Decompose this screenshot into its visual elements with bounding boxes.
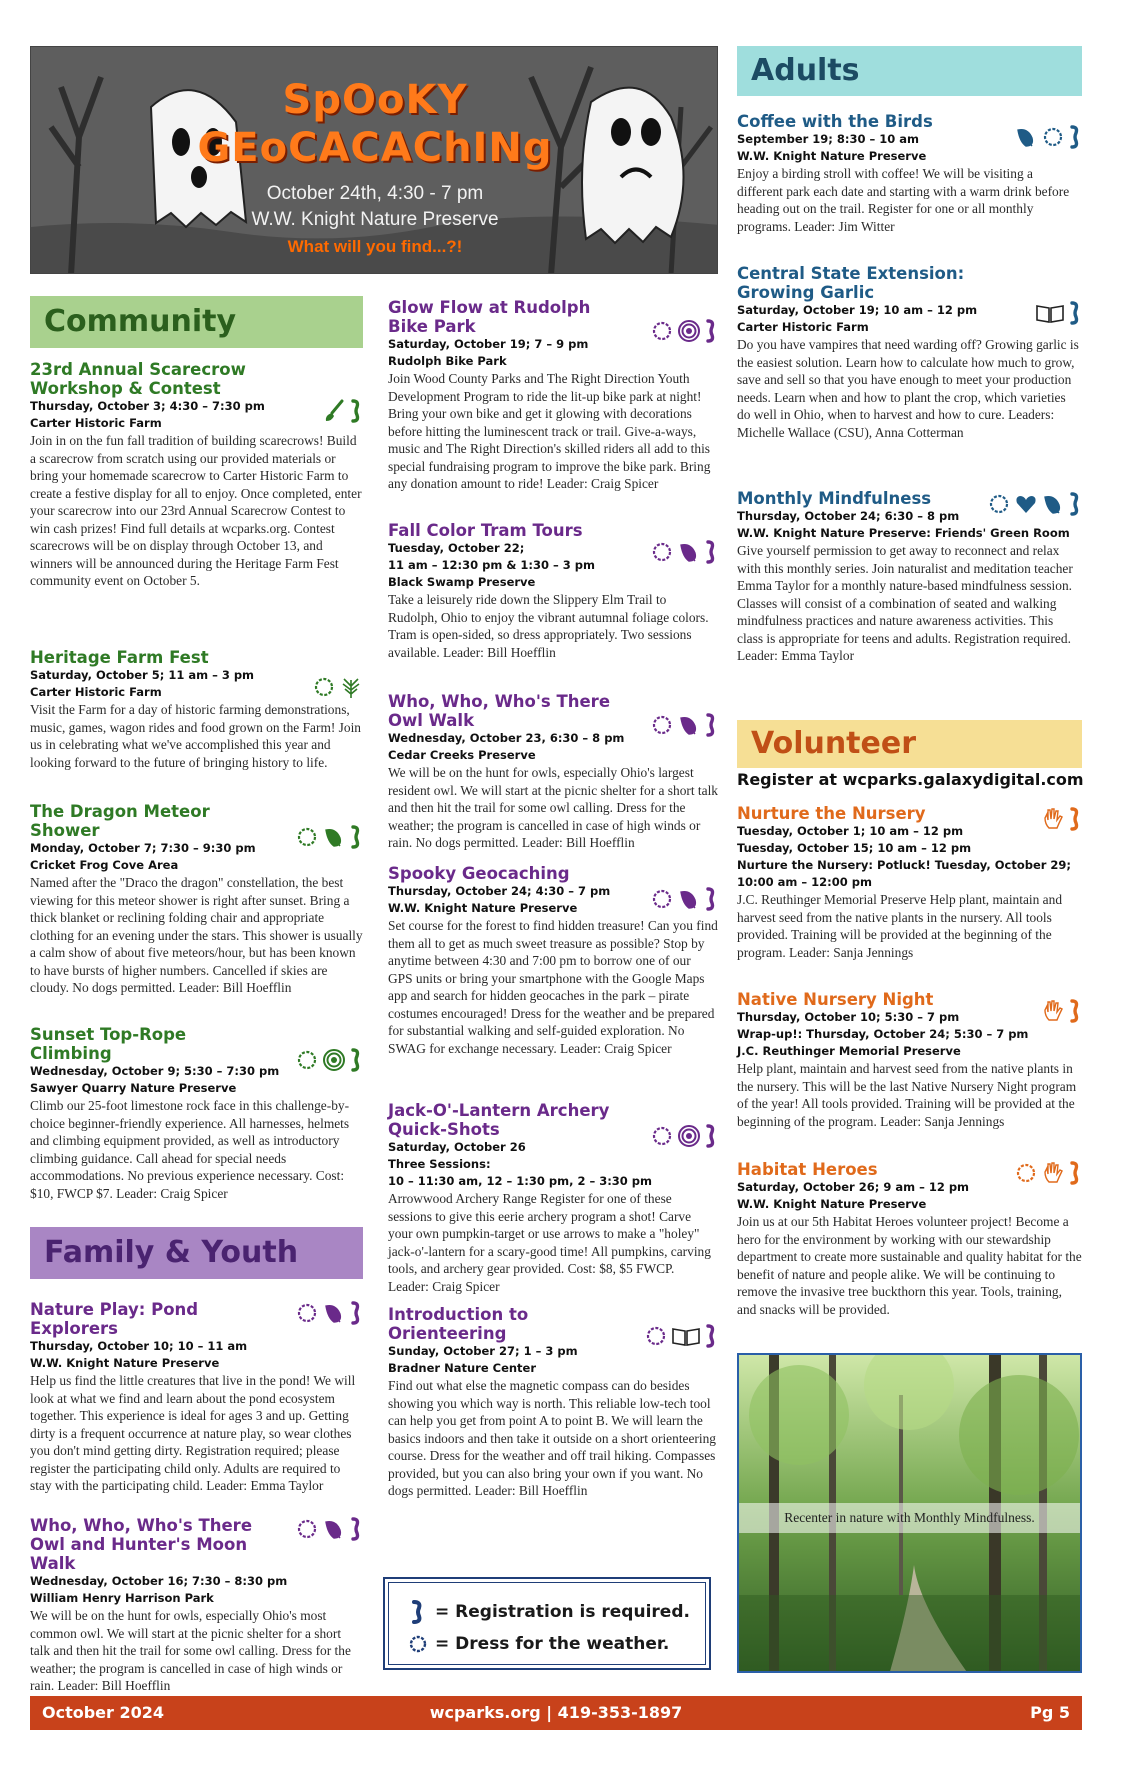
event-meta-line: W.W. Knight Nature Preserve	[30, 1356, 220, 1370]
event-card	[30, 1300, 363, 1495]
registration-icon	[409, 1599, 427, 1625]
footer-contact[interactable]: wcparks.org | 419-353-1897	[429, 1703, 683, 1722]
event-icons	[295, 1047, 363, 1073]
event-title[interactable]: 23rd Annual Scarecrow Workshop & Contest	[30, 360, 246, 398]
event-icons	[295, 1516, 363, 1542]
event-card	[737, 489, 1082, 665]
event-description: Do you have vampires that need warding off? Growing garlic is the easiest solution. Learn how to calculate how much to grow, save and sell so that you have enough to meet your production needs. Learn when and how to plant the crop, which varieties do well in Ohio, when to harvest and how to cure. Leaders: Michelle Wallace (CSU), Anna Cotterman	[737, 337, 1079, 440]
event-title[interactable]: Who, Who, Who's There Owl and Hunter's Moon Walk	[30, 1516, 253, 1573]
registration-icon	[704, 712, 718, 738]
event-meta-line: Carter Historic Farm	[30, 416, 162, 430]
event-icons	[644, 1323, 718, 1349]
event-meta-line: Three Sessions:	[388, 1157, 491, 1171]
hand-icon	[1041, 806, 1065, 832]
weather-icon	[650, 1123, 674, 1149]
registration-icon	[1068, 491, 1082, 517]
event-meta-line: William Henry Harrison Park	[30, 1591, 214, 1605]
event-meta-line: Cedar Creeks Preserve	[388, 748, 536, 762]
event-meta-line: Thursday, October 10; 5:30 – 7 pm	[737, 1010, 960, 1024]
event-meta-line: Thursday, October 10; 10 – 11 am	[30, 1339, 248, 1353]
registration-icon	[349, 824, 363, 850]
section-header-family-youth: Family & Youth	[30, 1227, 363, 1279]
event-title[interactable]: Introduction to Orienteering	[388, 1305, 529, 1343]
event-meta-line: W.W. Knight Nature Preserve	[737, 149, 927, 163]
event-title[interactable]: Jack-O'-Lantern Archery Quick-Shots	[388, 1101, 610, 1139]
event-title[interactable]: Heritage Farm Fest	[30, 648, 209, 667]
banner-date-time: October 24th, 4:30 - 7 pm	[266, 183, 484, 204]
event-title[interactable]: The Dragon Meteor Shower	[30, 802, 210, 840]
registration-icon	[349, 398, 363, 424]
event-description: Arrowwood Archery Range Register for one of these sessions to give this eerie archery program a shot! Carve your own pumpkin-target or use arrows to make a "holey" jack-o'-lantern for a scary-good time! All pumpkins, carving tools, and archery gear provided. Cost: $8, $5 FWCP. Leader: Craig Spicer	[388, 1191, 711, 1294]
event-meta-line: Thursday, October 24; 6:30 – 8 pm	[737, 509, 960, 523]
leaf-icon	[677, 712, 701, 738]
event-description: Set course for the forest to find hidden treasure! Can you find them all to get as much sweet treasure as possible? Stop by anytime between 4:30 and 7:00 pm to borrow one of our GPS units or bring your smartphone with the Google Maps app and search for hidden geocaches in the park – pirate costumes encouraged! Dress for the weather and be prepared for substantial walking and self-guided exploration. No SWAG for exchange necessary. Leader: Craig Spicer	[388, 918, 718, 1056]
registration-icon	[1068, 1160, 1082, 1186]
weather-icon	[295, 1047, 319, 1073]
event-meta-line: Wednesday, October 9; 5:30 – 7:30 pm	[30, 1064, 280, 1078]
event-icons	[1041, 998, 1082, 1024]
registration-icon	[1068, 124, 1082, 150]
section-header-community: Community	[30, 296, 363, 348]
event-description: Climb our 25-foot limestone rock face in this challenge-by-choice beginner-friendly experience. All harnesses, helmets and climbing equipment provided, as well as introductory climbing guidance. Call ahead for special needs accommodations. No previous experience necessary. Cost: $10, FWCP $7. Leader: Craig Spicer	[30, 1098, 350, 1201]
event-title[interactable]: Nurture the Nursery	[737, 804, 926, 823]
event-icons	[322, 398, 363, 424]
leaf-icon	[322, 1516, 346, 1542]
event-icons	[1041, 806, 1082, 832]
event-meta-line: W.W. Knight Nature Preserve	[388, 901, 578, 915]
photo-caption: Recenter in nature with Monthly Mindfulness.	[739, 1503, 1080, 1533]
weather-icon	[644, 1323, 668, 1349]
event-icons	[650, 1123, 718, 1149]
section-header-adults: Adults	[737, 46, 1082, 96]
event-meta-line: Carter Historic Farm	[30, 685, 162, 699]
weather-icon	[409, 1633, 427, 1655]
event-icons	[312, 674, 363, 700]
event-meta-line: Tuesday, October 15; 10 am – 12 pm	[737, 841, 972, 855]
event-description: Give yourself permission to get away to reconnect and relax with this monthly series. Join naturalist and meditation teacher Emma Taylor for a monthly nature-based mindfulness session. Classes will consist of a combination of seated and walking mindfulness practices and nature awareness activities. This class is appropriate for teens and adults. Registration required. Leader: Emma Taylor	[737, 543, 1073, 663]
icon-legend	[383, 1577, 711, 1670]
event-card	[737, 112, 1082, 235]
event-card	[30, 648, 363, 771]
event-title[interactable]: Coffee with the Birds	[737, 112, 933, 131]
event-meta-line: Carter Historic Farm	[737, 320, 869, 334]
wheat-icon	[339, 674, 363, 700]
footer-page-number: Pg 5	[1030, 1703, 1070, 1722]
legend-weather-label: = Dress for the weather.	[435, 1634, 670, 1654]
weather-icon	[987, 491, 1011, 517]
banner-title-line2: GEoCACAChINg	[197, 125, 553, 171]
event-description: Find out what else the magnetic compass can do besides showing you which way is north. This reliable low-tech tool can help you get from point A to point B. We will learn the basics indoors and then take it outside on a short orienteering course. Dress for the weather and off trail hiking. Compasses provided, but you can also bring your own if you want. No dogs permitted. Leader: Bill Hoefflin	[388, 1378, 716, 1498]
leaf-icon	[1014, 124, 1038, 150]
event-meta-line: W.W. Knight Nature Preserve	[737, 1197, 927, 1211]
brush-icon	[322, 398, 346, 424]
event-meta-line: September 19; 8:30 – 10 am	[737, 132, 920, 146]
event-meta-line: Wednesday, October 23, 6:30 – 8 pm	[388, 731, 625, 745]
weather-icon	[1041, 124, 1065, 150]
event-icons	[650, 318, 718, 344]
event-title[interactable]: Fall Color Tram Tours	[388, 521, 583, 540]
spooky-geocaching-banner	[30, 46, 718, 274]
event-icons	[650, 539, 718, 565]
event-icons	[1014, 1160, 1082, 1186]
event-card	[388, 1305, 718, 1500]
target-icon	[677, 318, 701, 344]
event-card	[388, 864, 718, 1057]
event-meta-line: Saturday, October 26; 9 am – 12 pm	[737, 1180, 970, 1194]
weather-icon	[650, 712, 674, 738]
event-title[interactable]: Nature Play: Pond Explorers	[30, 1300, 199, 1338]
heart-icon	[1014, 491, 1038, 517]
leaf-icon	[322, 1300, 346, 1326]
event-meta-line: Saturday, October 5; 11 am – 3 pm	[30, 668, 255, 682]
hand-icon	[1041, 998, 1065, 1024]
event-card	[388, 521, 718, 661]
event-card	[30, 360, 363, 590]
book-icon	[1035, 300, 1065, 326]
legend-registration	[409, 1599, 690, 1625]
event-description: J.C. Reuthinger Memorial Preserve Help plant, maintain and harvest seed from the native plants in the nursery. All tools provided. Training will be provided at the beginning of the program. Leader: Sanja Jennings	[737, 892, 1063, 960]
footer-date: October 2024	[42, 1703, 165, 1722]
registration-icon	[704, 539, 718, 565]
registration-icon	[1068, 806, 1082, 832]
weather-icon	[1014, 1160, 1038, 1186]
banner-title-line1: SpOoKY	[282, 77, 468, 123]
legend-registration-label: = Registration is required.	[435, 1602, 690, 1622]
event-meta-line: Saturday, October 19; 10 am – 12 pm	[737, 303, 978, 317]
event-meta-line: Tuesday, October 22;	[388, 541, 525, 555]
event-card	[30, 1516, 363, 1695]
event-description: Take a leisurely ride down the Slippery Elm Trail to Rudolph, Ohio to enjoy the vibrant autumnal foliage colors. Tram is open-sided, so dress appropriately. Two sessions available. Leader: Bill Hoefflin	[388, 592, 709, 660]
weather-icon	[312, 674, 336, 700]
event-card	[30, 1025, 363, 1202]
event-title[interactable]: Monthly Mindfulness	[737, 489, 932, 508]
registration-icon	[704, 318, 718, 344]
event-card	[737, 804, 1082, 961]
event-icons	[295, 1300, 363, 1326]
page-footer	[30, 1696, 1082, 1730]
event-meta-line: 10:00 am – 12:00 pm	[737, 875, 872, 889]
event-card	[737, 990, 1082, 1130]
hand-icon	[1041, 1160, 1065, 1186]
leaf-icon	[322, 824, 346, 850]
event-icons	[650, 712, 718, 738]
registration-icon	[1068, 998, 1082, 1024]
event-card	[30, 802, 363, 997]
banner-tagline: What will you find...?!	[287, 237, 463, 256]
registration-icon	[349, 1047, 363, 1073]
event-title[interactable]: Who, Who, Who's There Owl Walk	[388, 692, 611, 730]
event-card	[388, 1101, 718, 1295]
event-title[interactable]: Central State Extension: Growing Garlic	[737, 264, 965, 302]
event-description: We will be on the hunt for owls, especially Ohio's most common owl. We will start at the picnic shelter for a short talk and then hit the trail for some owl calling. Dress for the weather; the program is cancelled in case of high winds or rain. Leader: Bill Hoefflin	[30, 1608, 351, 1693]
event-card	[388, 298, 718, 493]
registration-icon	[1068, 300, 1082, 326]
event-meta-line: Sunday, October 27; 1 – 3 pm	[388, 1344, 578, 1358]
event-description: Help plant, maintain and harvest seed from the native plants in the nursery. This will be the last Native Nursery Night program of the year! All tools provided. Training will be provided at the beginning of the program. Leader: Sanja Jennings	[737, 1061, 1077, 1129]
event-description: Join us at our 5th Habitat Heroes volunteer project! Become a hero for the environment by working with our stewardship department to create more sustainable and quality habitat for the benefit of nature and people alike. We will be continuing to remove the invasive tree buckthorn this year. Tools, training, and snacks will be provided.	[737, 1214, 1082, 1317]
event-meta-line: Cricket Frog Cove Area	[30, 858, 179, 872]
event-description: We will be on the hunt for owls, especially Ohio's largest resident owl. We will start at the picnic shelter for a short talk and then hit the trail for some owl calling. Dress for the weather; the program is cancelled in case of high winds or rain. No dogs permitted. Leader: Bill Hoefflin	[388, 765, 718, 850]
weather-icon	[295, 1300, 319, 1326]
event-meta-line: Black Swamp Preserve	[388, 575, 536, 589]
event-description: Enjoy a birding stroll with coffee! We will be visiting a different park each date and starting with a warm drink before heading out on the trail. Register for one or all monthly programs. Leader: Jim Witter	[737, 166, 1070, 234]
event-icons	[1014, 124, 1082, 150]
event-title[interactable]: Sunset Top-Rope Climbing	[30, 1025, 187, 1063]
event-icons	[650, 886, 718, 912]
leaf-icon	[1041, 491, 1065, 517]
event-meta-line: Saturday, October 19; 7 – 9 pm	[388, 337, 589, 351]
leaf-icon	[677, 539, 701, 565]
leaf-icon	[677, 886, 701, 912]
event-description: Visit the Farm for a day of historic farming demonstrations, music, games, wagon rides and food grown on the Farm! Join us in celebrating what we've accomplished this year and looking forward to the future of bringing history to life.	[30, 702, 361, 770]
event-meta-line: Tuesday, October 1; 10 am – 12 pm	[737, 824, 964, 838]
event-description: Join Wood County Parks and The Right Direction Youth Development Program to ride the lit-up bike park at night! Bring your own bike and get it glowing with decorations before hitting the luminescent track or trail. Give-a-ways, music and The Right Direction's skilled riders all add to this special fundraising program to improve the bike park. Bring any donation amount to ride! Leader: Craig Spicer	[388, 371, 711, 491]
event-meta-line: Rudolph Bike Park	[388, 354, 507, 368]
event-meta-line: Saturday, October 26	[388, 1140, 526, 1154]
event-meta-line: J.C. Reuthinger Memorial Preserve	[737, 1044, 961, 1058]
event-meta-line: 10 – 11:30 am, 12 – 1:30 pm, 2 – 3:30 pm	[388, 1174, 653, 1188]
event-meta-line: Wrap-up!: Thursday, October 24; 5:30 – 7 pm	[737, 1027, 1029, 1041]
event-title[interactable]: Spooky Geocaching	[388, 864, 570, 883]
event-card	[737, 264, 1082, 441]
event-meta-line: Thursday, October 24; 4:30 – 7 pm	[388, 884, 611, 898]
event-meta-line: Thursday, October 3; 4:30 – 7:30 pm	[30, 399, 265, 413]
event-meta-line: Monday, October 7; 7:30 – 9:30 pm	[30, 841, 256, 855]
registration-icon	[349, 1300, 363, 1326]
event-meta-line: W.W. Knight Nature Preserve: Friends' Green Room	[737, 526, 1070, 540]
event-meta-line: Sawyer Quarry Nature Preserve	[30, 1081, 237, 1095]
event-description: Join in on the fun fall tradition of building scarecrows! Build a scarecrow from scratch using our provided materials or bring your homemade scarecrow to Carter Historic Farm to create a festive display for all to enjoy. Once completed, enter your scarecrow into our 23rd Annual Scarecrow Contest to win cash prizes! Find full details at wcparks.org. Contest scarecrows will be on display through October 13, and winners will be announced during the Heritage Farm Fest community event on October 5.	[30, 433, 362, 588]
event-meta-line: Nurture the Nursery: Potluck! Tuesday, October 29;	[737, 858, 1072, 872]
event-card	[388, 692, 718, 852]
event-icons	[295, 824, 363, 850]
weather-icon	[650, 539, 674, 565]
event-title[interactable]: Glow Flow at Rudolph Bike Park	[388, 298, 591, 336]
section-header-volunteer: Volunteer	[737, 720, 1082, 768]
weather-icon	[650, 318, 674, 344]
registration-icon	[704, 1323, 718, 1349]
registration-icon	[704, 1123, 718, 1149]
forest-photo	[737, 1353, 1082, 1673]
event-icons	[987, 491, 1082, 517]
registration-icon	[349, 1516, 363, 1542]
event-title[interactable]: Habitat Heroes	[737, 1160, 878, 1179]
event-icons	[1035, 300, 1082, 326]
weather-icon	[295, 824, 319, 850]
book-icon	[671, 1323, 701, 1349]
target-icon	[677, 1123, 701, 1149]
event-description: Help us find the little creatures that live in the pond! We will look at what we find and learn about the pond ecosystem together. This experience is ideal for ages 3 and up. Getting dirty is a frequent occurrence at nature play, so wear clothes you don't mind getting dirty. Registration required; please register the participating child only. Adults are required to stay with the participating child. Leader: Emma Taylor	[30, 1373, 356, 1493]
event-meta-line: Bradner Nature Center	[388, 1361, 537, 1375]
volunteer-register-link[interactable]: Register at wcparks.galaxydigital.com	[737, 770, 1084, 789]
banner-location: W.W. Knight Nature Preserve	[251, 209, 499, 230]
weather-icon	[650, 886, 674, 912]
event-title[interactable]: Native Nursery Night	[737, 990, 934, 1009]
registration-icon	[704, 886, 718, 912]
event-meta-line: 11 am – 12:30 pm & 1:30 – 3 pm	[388, 558, 595, 572]
event-meta-line: Wednesday, October 16; 7:30 – 8:30 pm	[30, 1574, 288, 1588]
target-icon	[322, 1047, 346, 1073]
event-card	[737, 1160, 1082, 1318]
legend-weather	[409, 1633, 669, 1655]
event-description: Named after the "Draco the dragon" constellation, the best viewing for this meteor shower is right after sunset. Bring a thick blanket or reclining folding chair and appropriate clothing for an evening under the stars. This shower is usually a calm show of about five meteors/hour, but has been known to have bursts of higher numbers. Cancelled if skies are cloudy. No dogs permitted. Leader: Bill Hoefflin	[30, 875, 363, 995]
weather-icon	[295, 1516, 319, 1542]
